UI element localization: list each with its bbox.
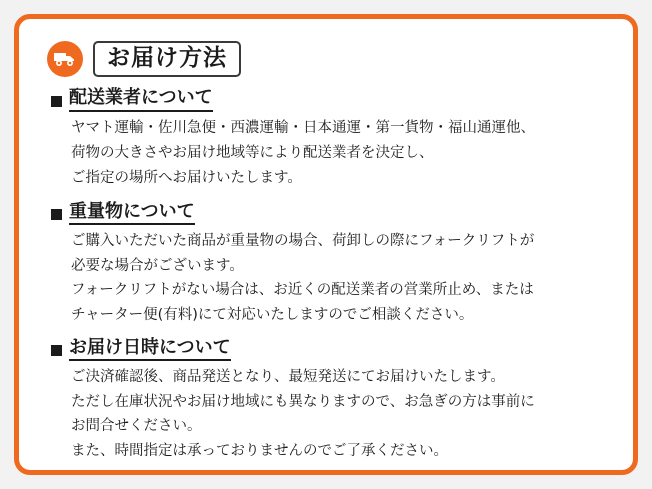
page-title: お届け方法 [107, 45, 227, 71]
delivery-truck-icon [47, 41, 83, 77]
section-shipping-carrier [45, 87, 607, 190]
section-body [71, 365, 607, 462]
card-header [47, 41, 607, 77]
section-delivery-date [45, 337, 607, 463]
body-line: ご購入いただいた商品が重量物の場合、荷卸しの際にフォークリフトが [71, 233, 535, 250]
body-line: チャーター便(有料)にて対応いたしますのでご相談ください。 [71, 306, 474, 323]
section-header [51, 87, 607, 112]
body-line: ヤマト運輸・佐川急便・西濃運輸・日本通運・第一貨物・福山通運他、 [71, 120, 535, 137]
filled-square-bullet-icon [51, 96, 62, 107]
body-line: お問合せください。 [71, 418, 202, 435]
section-header [51, 337, 607, 362]
body-line: 必要な場合がございます。 [71, 257, 244, 274]
body-line: 荷物の大きさやお届け地域等により配送業者を決定し、 [71, 144, 434, 161]
section-body [71, 229, 607, 326]
body-line: ご指定の場所へお届けいたします。 [71, 169, 302, 186]
section-title: 配送業者について [69, 87, 213, 112]
section-heavy-items [45, 201, 607, 327]
shipping-info-card [14, 14, 638, 475]
body-line: ただし在庫状況やお届け地域にも異なりますので、お急ぎの方は事前に [71, 393, 535, 410]
section-title: 重量物について [69, 201, 195, 226]
section-title: お届け日時について [69, 337, 231, 362]
body-line: フォークリフトがない場合は、お近くの配送業者の営業所止め、または [71, 282, 534, 299]
section-body [71, 116, 607, 191]
title-box [93, 41, 241, 77]
filled-square-bullet-icon [51, 345, 62, 356]
body-line: ご決済確認後、商品発送となり、最短発送にてお届けいたします。 [71, 369, 505, 386]
filled-square-bullet-icon [51, 209, 62, 220]
body-line: また、時間指定は承っておりませんのでご了承ください。 [71, 442, 448, 459]
section-header [51, 201, 607, 226]
